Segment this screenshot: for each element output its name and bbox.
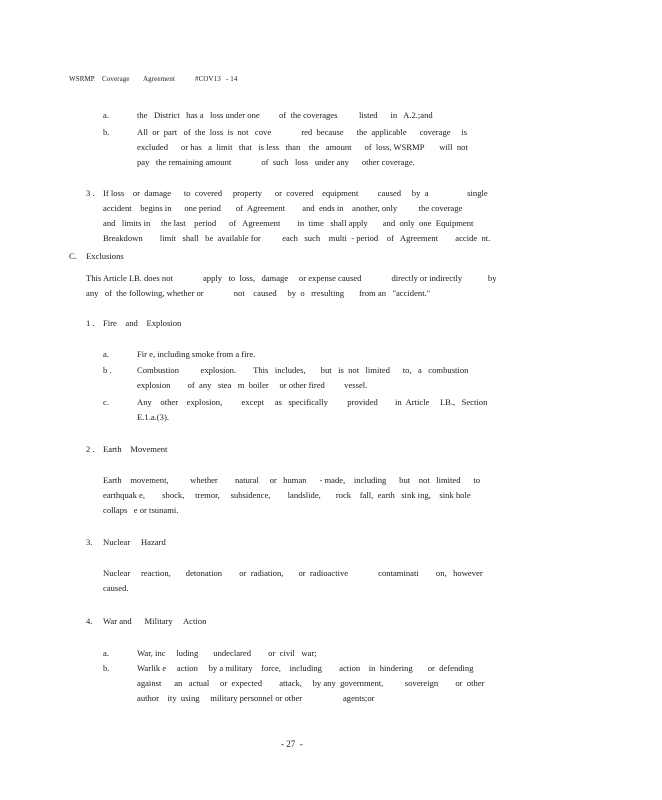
- exclusion-3-title: Nuclear Hazard: [103, 537, 166, 547]
- header-word-agreement: Agreement: [143, 75, 175, 83]
- header-word-coverage: Coverage: [102, 75, 130, 83]
- exclusion-2-title: Earth Movement: [103, 444, 168, 454]
- text-line: against an actual or expected attack, by any government, sovereign or other: [137, 678, 485, 688]
- text-line: If loss or damage to covered property or covered equipment caused by a single: [103, 188, 488, 198]
- exclusion-1-title: Fire and Explosion: [103, 318, 182, 328]
- exclusion-3-text: [103, 566, 493, 596]
- top-item-a-text: the District has a loss under one of the coverages listed in A.2.;and: [137, 110, 433, 120]
- top-item-b-label: b.: [103, 127, 110, 137]
- top-item-a-label: a.: [103, 110, 109, 120]
- item-3-text: [103, 186, 498, 246]
- exclusion-4-number: 4.: [86, 616, 93, 626]
- exclusion-4a-text: War, inc luding undeclared or civil war;: [137, 648, 317, 658]
- text-line: Any other explosion, except as specifically provided in Article I.B., Section: [137, 397, 488, 407]
- exclusion-1b-text: [137, 363, 487, 393]
- top-item-b-text: [137, 125, 492, 170]
- exclusion-1-number: 1 .: [86, 318, 95, 328]
- exclusion-1b-label: b .: [103, 365, 112, 375]
- text-line: caused.: [103, 583, 129, 593]
- text-line: All or part of the loss is not cove red because the applicable coverage is: [137, 127, 468, 137]
- text-line: author ity using military personnel or other agents;or: [137, 693, 375, 703]
- text-line: Warlik e action by a military force, including action in hindering or defending: [137, 663, 474, 673]
- exclusion-4b-label: b.: [103, 663, 110, 673]
- text-line: and limits in the last period of Agreement in time shall apply and only one Equipment: [103, 218, 474, 228]
- exclusion-4b-text: [137, 661, 487, 706]
- text-line: Breakdown limit shall be available for each such multi - period of Agreement accide nt.: [103, 233, 491, 243]
- exclusion-1a-label: a.: [103, 349, 109, 359]
- text-line: earthquak e, shock, tremor, subsidence, landslide, rock fall, earth sink ing, sink hole: [103, 490, 471, 500]
- exclusion-2-text: [103, 473, 488, 518]
- text-line: This Article I.B. does not apply to loss, damage or expense caused directly or indirectly by: [86, 273, 497, 283]
- text-line: collaps e or tsunami.: [103, 505, 179, 515]
- exclusion-1c-label: c.: [103, 397, 109, 407]
- section-c-label: C.: [69, 251, 77, 261]
- section-c-title: Exclusions: [86, 251, 124, 261]
- exclusion-4-title: War and Military Action: [103, 616, 207, 626]
- exclusion-2-number: 2 .: [86, 444, 95, 454]
- header-code: #COV13: [195, 75, 221, 83]
- text-line: explosion of any stea m boiler or other fired vessel.: [137, 380, 368, 390]
- section-c-intro: [86, 271, 497, 301]
- text-line: Earth movement, whether natural or human - made, including but not limited to: [103, 475, 481, 485]
- text-line: excluded or has a limit that is less than the amount of loss, WSRMP will not: [137, 142, 468, 152]
- text-line: Nuclear reaction, detonation or radiation, or radioactive contaminati on, however: [103, 568, 483, 578]
- exclusion-1a-text: Fir e, including smoke from a fire.: [137, 349, 256, 359]
- exclusion-1c-text: [137, 395, 487, 425]
- text-line: Combustion explosion. This includes, but is not limited to, a combustion: [137, 365, 469, 375]
- item-3-number: 3 .: [86, 188, 95, 198]
- exclusion-4a-label: a.: [103, 648, 109, 658]
- exclusion-3-number: 3.: [86, 537, 93, 547]
- header-page-ref: - 14: [226, 75, 238, 83]
- page-number: - 27 -: [281, 739, 303, 749]
- text-line: pay the remaining amount of such loss under any other coverage.: [137, 157, 415, 167]
- text-line: accident begins in one period of Agreement and ends in another, only the coverage: [103, 203, 463, 213]
- header-org: WSRMP: [69, 75, 95, 83]
- text-line: E.1.a.(3).: [137, 412, 169, 422]
- text-line: any of the following, whether or not caused by o rresulting from an "accident.": [86, 288, 431, 298]
